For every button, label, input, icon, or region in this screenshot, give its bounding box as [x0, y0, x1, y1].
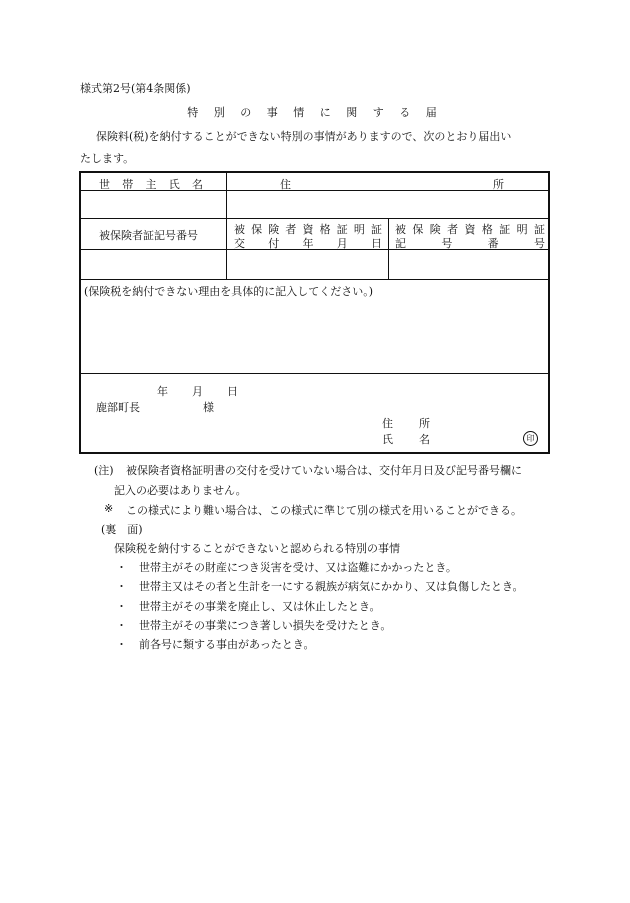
list-item: 前各号に類する事由があったとき。 — [139, 638, 315, 651]
list-item: 世帯主がその事業を廃止し、又は休止したとき。 — [139, 600, 381, 613]
seal-stamp-icon: 印 — [523, 431, 538, 446]
note-line-1: 被保険者資格証明書の交付を受けていない場合は、交付年月日及び記号番号欄に — [126, 464, 522, 477]
note-mark: (注) — [94, 464, 114, 477]
cert-number-line-1: 被 保 険 者 資 格 証 明 証 — [395, 223, 545, 236]
bullet: ・ — [116, 580, 127, 593]
bullet: ・ — [116, 600, 127, 613]
intro-text-line-1: 保険料(税)を納付することができない特別の事情がありますので、次のとおり届出い — [96, 130, 512, 143]
applicant-name-label: 氏 名 — [382, 433, 430, 446]
month-label: 月 — [192, 385, 203, 398]
row-divider — [81, 373, 548, 374]
cert-issue-date-label — [234, 221, 382, 251]
row-divider — [81, 279, 548, 280]
bullet: ・ — [116, 638, 127, 651]
head-name-field[interactable] — [82, 191, 225, 217]
head-name-label: 世 帯 主 氏 名 — [99, 178, 203, 191]
cert-issue-date-line-2: 交 付 年 月 日 — [234, 237, 382, 250]
address-field[interactable] — [227, 191, 549, 217]
reason-label: (保険税を納付できない理由を具体的に記入してください。) — [84, 285, 374, 298]
address-label: 住 所 — [280, 178, 504, 191]
applicant-address-label: 住 所 — [382, 417, 430, 430]
honorific: 様 — [203, 401, 214, 414]
reason-field[interactable] — [82, 301, 548, 371]
bullet: ・ — [116, 561, 127, 574]
cert-number-field[interactable] — [389, 250, 549, 278]
year-label: 年 — [157, 385, 168, 398]
form-number: 様式第2号(第4条関係) — [80, 82, 191, 95]
note-line-2: 記入の必要はありません。 — [114, 484, 247, 497]
bullet: ・ — [116, 619, 127, 632]
insured-number-field[interactable] — [82, 250, 225, 278]
document-title: 特 別 の 事 情 に 関 す る 届 — [187, 106, 443, 119]
row-divider — [81, 218, 548, 219]
reverse-heading: 保険税を納付することができないと認められる特別の事情 — [114, 542, 400, 555]
application-form-table — [79, 171, 550, 454]
asterisk-mark: ※ — [104, 502, 114, 515]
addressee: 鹿部町長 — [96, 401, 140, 414]
reverse-side-label: (裏 面) — [101, 523, 143, 536]
intro-text-line-2: たします。 — [80, 152, 135, 165]
list-item: 世帯主がその事業につき著しい損失を受けたとき。 — [139, 619, 392, 632]
day-label: 日 — [227, 385, 238, 398]
cert-issue-date-line-1: 被 保 険 者 資 格 証 明 証 — [234, 223, 382, 236]
list-item: 世帯主又はその者と生計を一にする親族が病気にかかり、又は負傷したとき。 — [139, 580, 524, 593]
insured-number-label: 被保険者証記号番号 — [99, 229, 198, 242]
list-item: 世帯主がその財産につき災害を受け、又は盗難にかかったとき。 — [139, 561, 457, 574]
cert-issue-date-field[interactable] — [227, 250, 387, 278]
asterisk-text: この様式により難い場合は、この様式に準じて別の様式を用いることができる。 — [126, 504, 522, 517]
cert-number-label — [395, 221, 545, 251]
cert-number-line-2: 記 号 番 号 — [395, 237, 545, 250]
